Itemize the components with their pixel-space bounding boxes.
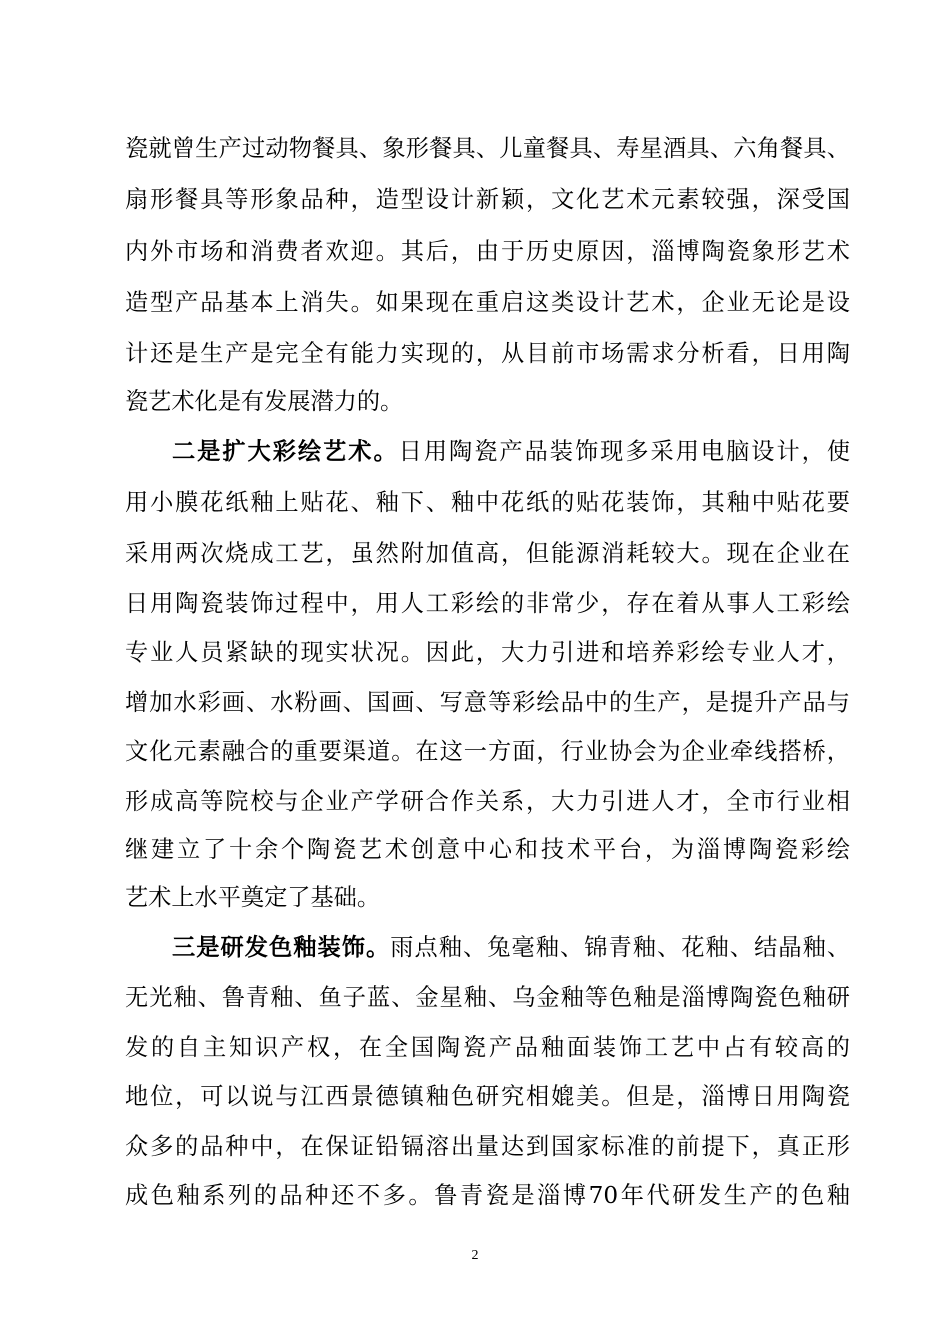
- paragraph-2-lead: 二是扩大彩绘艺术。: [172, 438, 399, 465]
- paragraph-1-line-4: 造型产品基本上消失。如果现在重启这类设计艺术，企业无论是设: [125, 289, 850, 316]
- paragraph-2-line-2: 用小膜花纸釉上贴花、釉下、釉中花纸的贴花装饰，其釉中贴花要: [125, 489, 850, 516]
- paragraph-3-lead: 三是研发色釉装饰。: [172, 934, 391, 961]
- paragraph-2-line-9: 继建立了十余个陶瓷艺术创意中心和技术平台，为淄博陶瓷彩绘: [125, 836, 850, 863]
- paragraph-3-first-line: [172, 921, 850, 975]
- paragraph-2-line-4: 日用陶瓷装饰过程中，用人工彩绘的非常少，存在着从事人工彩绘: [125, 590, 850, 617]
- paragraph-2-line-5: 专业人员紧缺的现实状况。因此，大力引进和培养彩绘专业人才，: [125, 639, 850, 666]
- paragraph-1-line-5: 计还是生产是完全有能力实现的，从目前市场需求分析看，日用陶: [125, 340, 850, 367]
- paragraph-2-line-8: 形成高等院校与企业产学研合作关系，大力引进人才，全市行业相: [125, 788, 850, 815]
- paragraph-2-line-10: 艺术上水平奠定了基础。: [125, 884, 381, 911]
- paragraph-3-first-line-text: 雨点釉、兔毫釉、锦青釉、花釉、结晶釉、: [390, 934, 850, 961]
- paragraph-2-line-7: 文化元素融合的重要渠道。在这一方面，行业协会为企业牵线搭桥，: [125, 738, 850, 765]
- paragraph-2-line-6: 增加水彩画、水粉画、国画、写意等彩绘品中的生产，是提升产品与: [125, 689, 850, 716]
- paragraph-2-first-line-text: 日用陶瓷产品装饰现多采用电脑设计，使: [398, 438, 850, 465]
- paragraph-3-line-5: 众多的品种中，在保证铅镉溶出量达到国家标准的前提下，真正形: [125, 1133, 850, 1160]
- paragraph-1-line-6: 瓷艺术化是有发展潜力的。: [125, 388, 404, 415]
- paragraph-3-line-2: 无光釉、鲁青釉、鱼子蓝、金星釉、乌金釉等色釉是淄博陶瓷色釉研: [125, 984, 850, 1011]
- paragraph-1-line-1: 瓷就曾生产过动物餐具、象形餐具、儿童餐具、寿星酒具、六角餐具、: [125, 135, 850, 162]
- paragraph-1-line-2: 扇形餐具等形象品种，造型设计新颖，文化艺术元素较强，深受国: [125, 186, 850, 213]
- paragraph-3-line-3: 发的自主知识产权，在全国陶瓷产品釉面装饰工艺中占有较高的: [125, 1034, 850, 1061]
- paragraph-3-line-6: 成色釉系列的品种还不多。鲁青瓷是淄博70年代研发生产的色釉: [125, 1182, 850, 1209]
- paragraph-2-line-3: 采用两次烧成工艺，虽然附加值高，但能源消耗较大。现在企业在: [125, 540, 850, 567]
- page-number: 2: [471, 1248, 479, 1263]
- paragraph-2-first-line: [172, 425, 850, 479]
- paragraph-3-line-4: 地位，可以说与江西景德镇釉色研究相媲美。但是，淄博日用陶瓷: [125, 1083, 850, 1110]
- paragraph-1-line-3: 内外市场和消费者欢迎。其后，由于历史原因，淄博陶瓷象形艺术: [125, 238, 850, 265]
